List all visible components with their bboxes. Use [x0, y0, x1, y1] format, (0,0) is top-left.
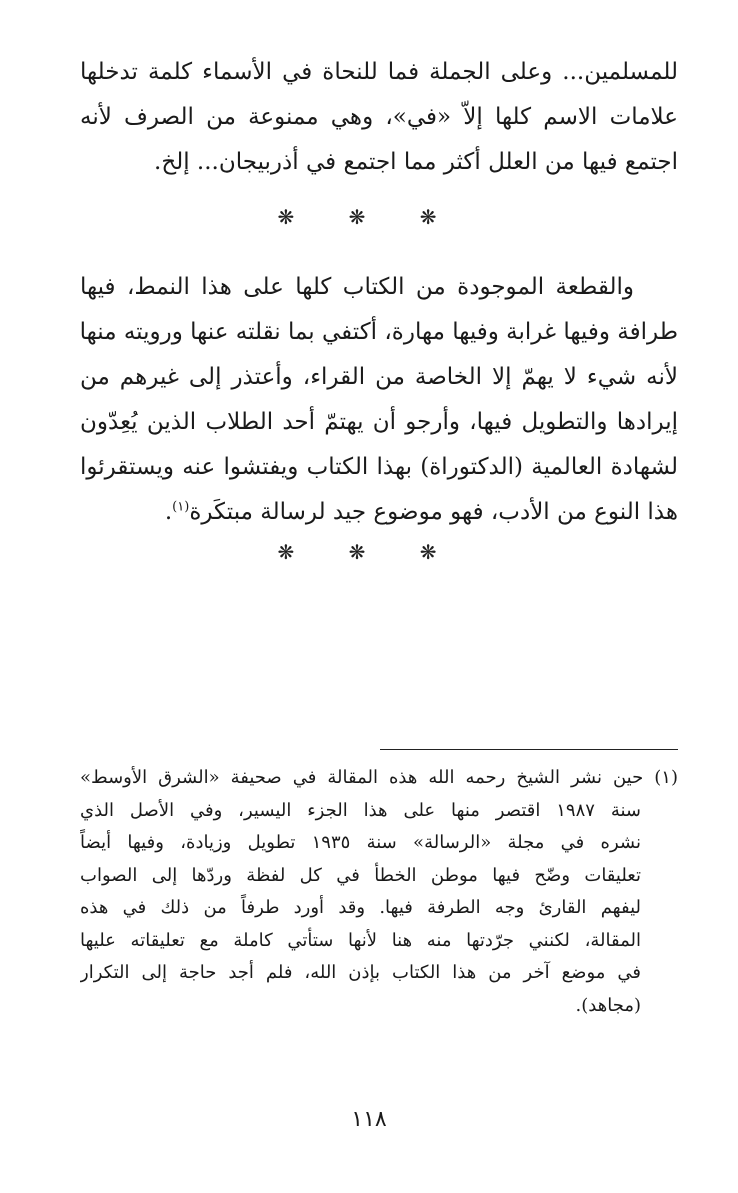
- footnote-line: تعليقات وضّح فيها موطن الخطأ في كل لفظة وردّها إلى الصواب: [80, 864, 641, 886]
- text-line: طرافة وفيها غرابة وفيها مهارة، أكتفي بما نقلته عنها ورويته منها: [80, 319, 678, 345]
- text-line: والقطعة الموجودة من الكتاب كلها على هذا النمط، فيها: [80, 274, 634, 300]
- text-line: اجتمع فيها من العلل أكثر مما اجتمع في أذربيجان... إلخ.: [154, 149, 678, 175]
- footnote-line: نشره في مجلة «الرسالة» سنة ١٩٣٥ تطويل وزيادة، وفيها أيضاً: [80, 832, 641, 853]
- text-segment: .: [164, 499, 173, 525]
- text-line: علامات الاسم كلها إلاّ «في»، وهي ممنوعة من الصرف لأنه: [80, 104, 678, 130]
- section-separator: ❋ ❋ ❋: [277, 540, 461, 564]
- text-line: لشهادة العالمية (الدكتوراة) بهذا الكتاب ويفتشوا عنه ويستقرئوا: [80, 454, 678, 480]
- paragraph-continuation: [80, 50, 678, 185]
- text-line: لأنه شيء لا يهمّ إلا الخاصة من القراء، وأعتذر إلى غيرهم من: [80, 364, 678, 390]
- text-segment: هذا النوع من الأدب، فهو موضوع جيد لرسالة مبتكَرة: [189, 499, 678, 525]
- section-separator: ❋ ❋ ❋: [277, 205, 461, 229]
- footnote-line: (١) حين نشر الشيخ رحمه الله هذه المقالة في صحيفة «الشرق الأوسط»: [80, 767, 678, 788]
- text-line: للمسلمين... وعلى الجملة فما للنحاة في الأسماء كلمة تدخلها: [80, 59, 678, 85]
- footnote-line: (مجاهد).: [575, 994, 641, 1016]
- footnote: [80, 762, 678, 1022]
- text-line-with-footnote: [80, 490, 678, 535]
- footnote-line: المقالة، لكنني جرّدتها منه هنا لأنها ستأتي كاملة مع تعليقاته عليها: [80, 929, 641, 951]
- footnote-line: في موضع آخر من هذا الكتاب بإذن الله، فلم أجد حاجة إلى التكرار: [80, 962, 641, 983]
- page-number: ١١٨: [351, 1107, 387, 1132]
- footnote-line: ليفهم القارئ وجه الطرفة فيها. وقد أورد طرفاً من ذلك في هذه: [80, 897, 641, 918]
- footnote-divider: [380, 749, 678, 750]
- text-line: إيرادها والتطويل فيها، وأرجو أن يهتمّ أحد الطلاب الذين يُعِدّون: [80, 409, 678, 435]
- footnote-reference[interactable]: (١): [172, 499, 190, 515]
- footnote-line: سنة ١٩٨٧ اقتصر منها على هذا الجزء اليسير، وفي الأصل الذي: [80, 799, 641, 821]
- paragraph-main: [80, 265, 678, 535]
